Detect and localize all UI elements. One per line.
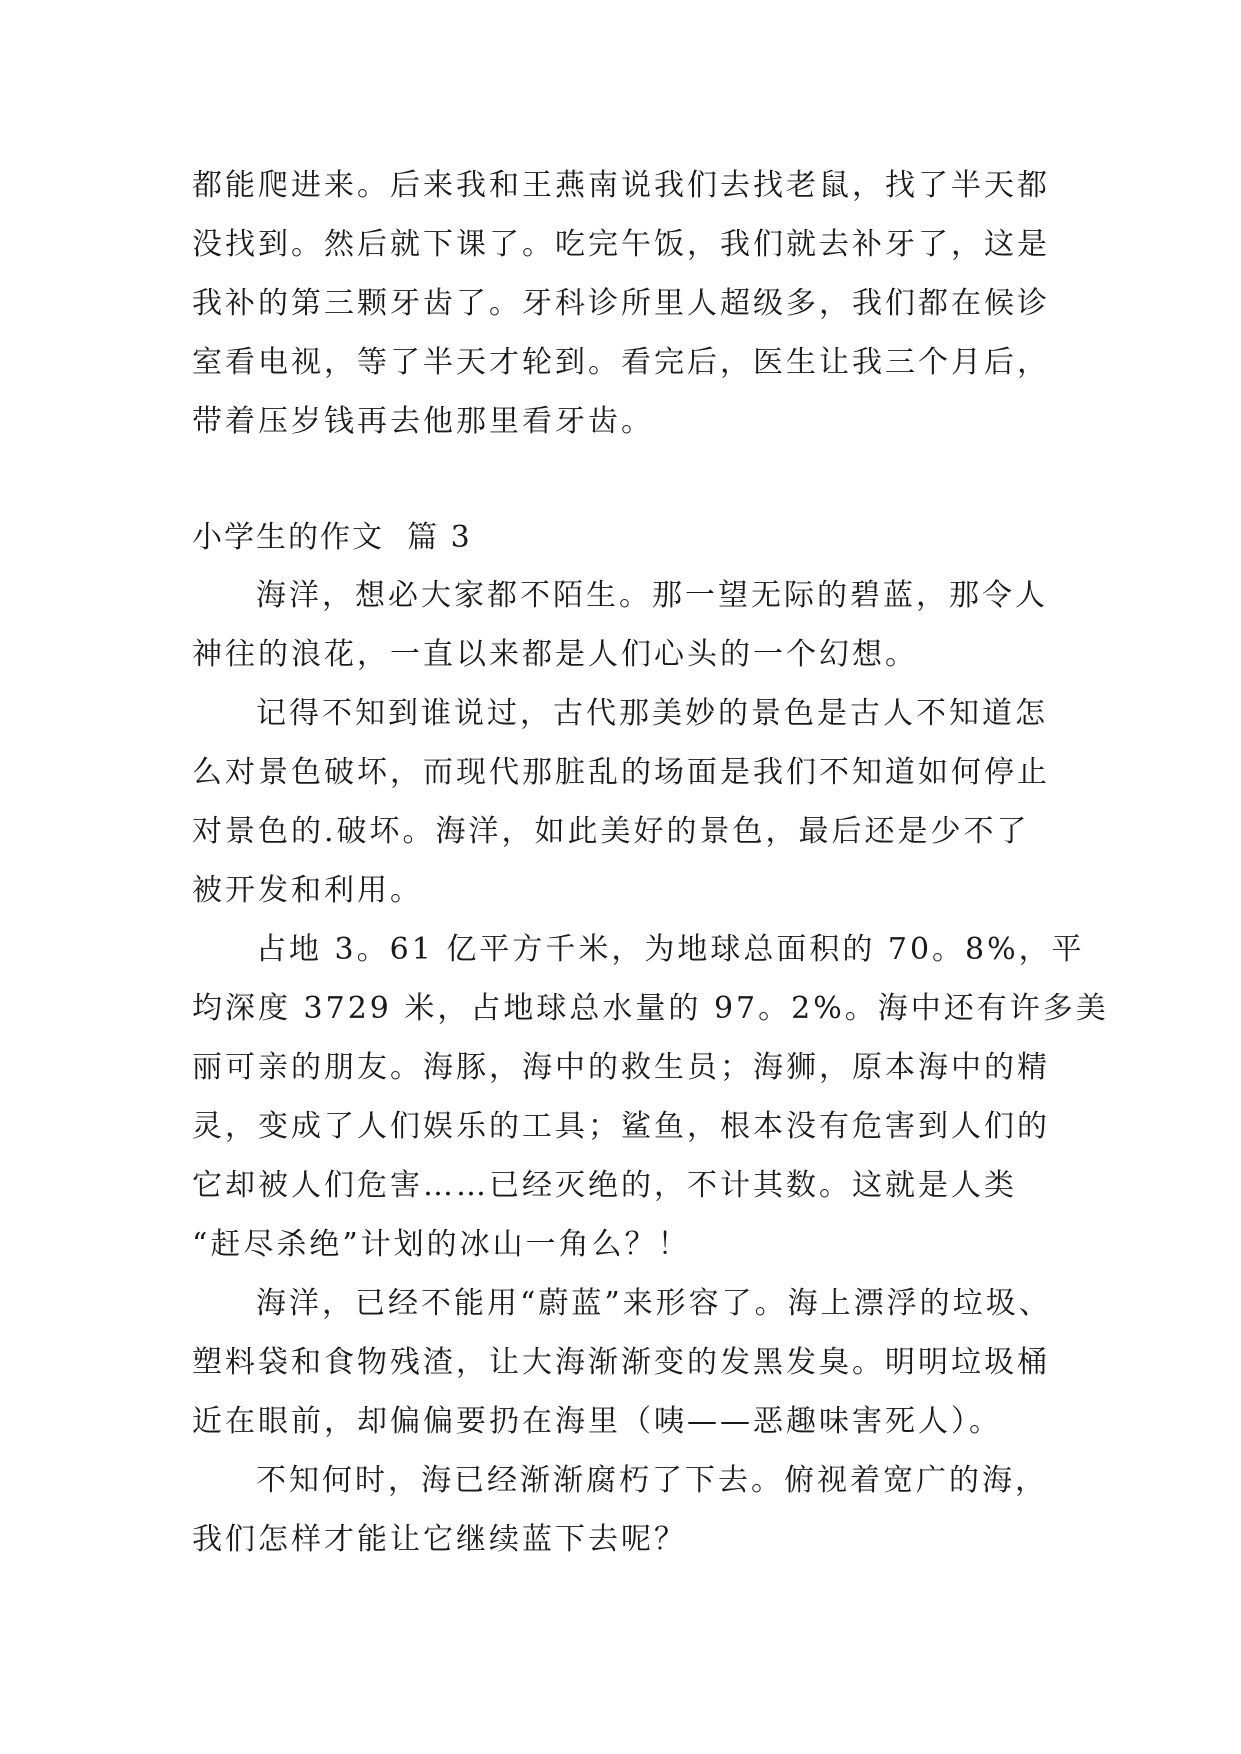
text-line: 带着压岁钱再去他那里看牙齿。	[192, 404, 654, 439]
text-line: 记得不知到谁说过，古代那美妙的景色是古人不知道怎	[256, 696, 1048, 731]
text-line: 我们怎样才能让它继续蓝下去呢？	[192, 1522, 687, 1557]
text-line: 灵，变成了人们娱乐的工具；鲨鱼，根本没有危害到人们的	[192, 1109, 1050, 1144]
text-line: 么对景色破坏，而现代那脏乱的场面是我们不知道如何停止	[192, 755, 1050, 790]
text-line: 海洋，想必大家都不陌生。那一望无际的碧蓝，那令人	[256, 578, 1048, 613]
text-line: 室看电视，等了半天才轮到。看完后，医生让我三个月后，	[192, 345, 1050, 380]
text-line: 被开发和利用。	[192, 873, 423, 908]
essay-body	[192, 566, 1109, 1569]
text-line: 不知何时，海已经渐渐腐朽了下去。俯视着宽广的海，	[256, 1463, 1048, 1498]
text-line: 都能爬进来。后来我和王燕南说我们去找老鼠，找了半天都	[192, 168, 1050, 203]
text-line: 海洋，已经不能用“蔚蓝”来形容了。海上漂浮的垃圾、	[256, 1286, 1052, 1321]
heading-text: 小学生的作文 篇 3	[192, 520, 472, 555]
text-line: 丽可亲的朋友。海豚，海中的救生员；海狮，原本海中的精	[192, 1050, 1050, 1085]
text-line: 它却被人们危害……已经灭绝的，不计其数。这就是人类	[192, 1168, 1017, 1203]
text-line: 占地 3。61 亿平方千米，为地球总面积的 70。8%，平	[256, 932, 1085, 967]
text-line: 均深度 3729 米，占地球总水量的 97。2%。海中还有许多美	[192, 991, 1109, 1026]
text-line: 没找到。然后就下课了。吃完午饭，我们就去补牙了，这是	[192, 227, 1050, 262]
text-line: 近在眼前，却偏偏要扔在海里（咦——恶趣味害死人）。	[192, 1404, 1002, 1439]
paragraph-continued	[192, 156, 1072, 451]
text-line: “赶尽杀绝”计划的冰山一角么？！	[192, 1227, 691, 1262]
section-heading	[192, 508, 1072, 567]
text-line: 我补的第三颗牙齿了。牙科诊所里人超级多，我们都在候诊	[192, 286, 1050, 321]
text-line: 对景色的.破坏。海洋，如此美好的景色，最后还是少不了	[192, 814, 1030, 849]
text-line: 神往的浪花，一直以来都是人们心头的一个幻想。	[192, 637, 918, 672]
text-line: 塑料袋和食物残渣，让大海渐渐变的发黑发臭。明明垃圾桶	[192, 1345, 1050, 1380]
